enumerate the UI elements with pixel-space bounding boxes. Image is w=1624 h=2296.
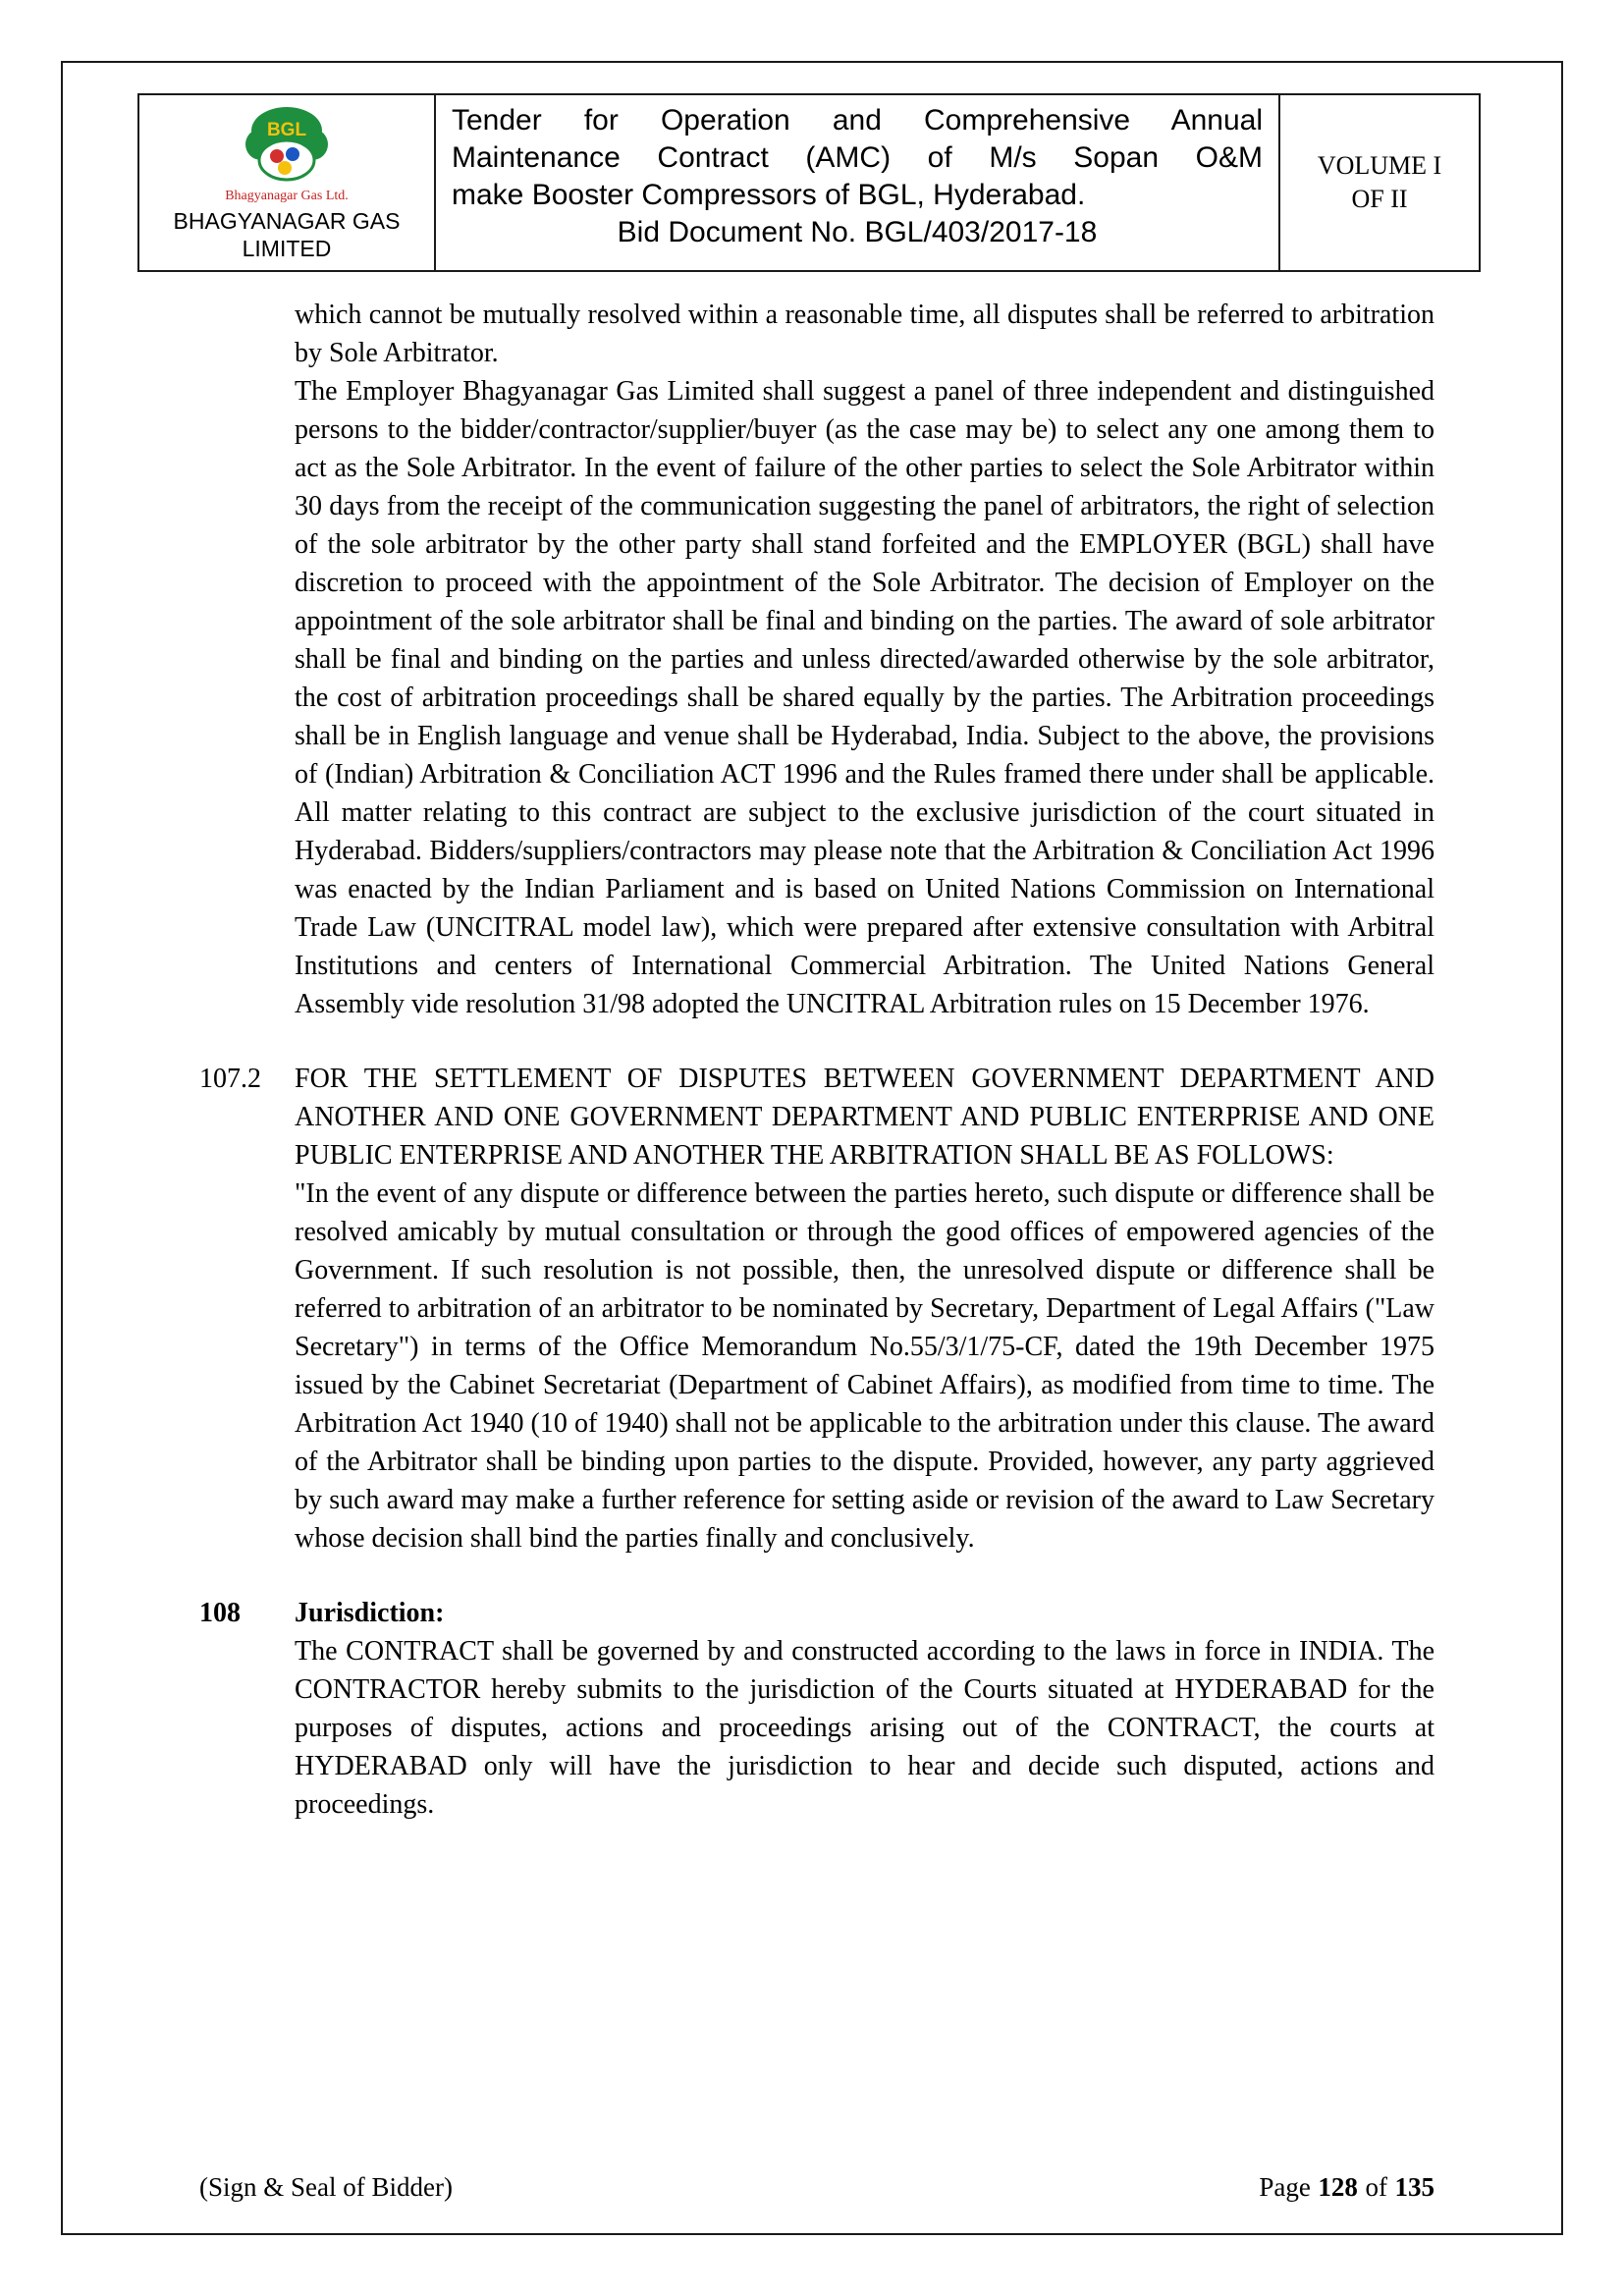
section-107-2 xyxy=(199,1060,1435,1558)
page-word: Page xyxy=(1259,2172,1311,2202)
page-indicator xyxy=(1259,2172,1435,2203)
section-107-2-number: 107.2 xyxy=(199,1064,261,1094)
section-108 xyxy=(199,1594,1435,1824)
logo-cell xyxy=(139,95,434,270)
sign-seal-label: (Sign & Seal of Bidder) xyxy=(199,2172,453,2202)
logo-subtitle: Bhagyanagar Gas Ltd. xyxy=(225,189,349,203)
tender-title-line-3: make Booster Compressors of BGL, Hyderabad. xyxy=(452,179,1086,211)
org-name-line-1: BHAGYANAGAR GAS xyxy=(173,208,401,234)
document-body xyxy=(199,296,1435,1824)
intro-paragraph: which cannot be mutually resolved within a reasonable time, all disputes shall be referred to arbitration by Sole Arbitrator. xyxy=(295,300,1435,368)
page-current: 128 xyxy=(1318,2172,1358,2202)
section-107-2-paragraph: "In the event of any dispute or difference between the parties hereto, such dispute or difference shall be resolved amicably by mutual consultation or through the good offices of empowered agencies of the Government. If such resolution is not possible, then, the unresolved dispute or difference shall be referred to arbitration of an arbitrator to be nominated by Secretary, Department of Legal Affairs ("Law Secretary") in terms of the Office Memorandum No.55/3/1/75-CF, dated the 19th December 1975 issued by the Cabinet Secretariat (Department of Cabinet Affairs), as modified from time to time. The Arbitration Act 1940 (10 of 1940) shall not be applicable to the arbitration under this clause. The award of the Arbitrator shall be binding upon parties to the dispute. Provided, however, any party aggrieved by such award may make a further reference for setting aside or revision of the award to Law Secretary whose decision shall bind the parties finally and conclusively. xyxy=(295,1178,1435,1554)
page-footer xyxy=(199,2172,1435,2203)
volume-line-2: OF II xyxy=(1351,185,1408,213)
svg-text:BGL: BGL xyxy=(266,120,307,140)
employer-paragraph: The Employer Bhagyanagar Gas Limited shall suggest a panel of three independent and distinguished persons to the bidder/contractor/supplier/buyer (as the case may be) to select any one among them to act as the Sole Arbitrator. In the event of failure of the other parties to select the Sole Arbitrator within 30 days from the receipt of the communication suggesting the panel of arbitrators, the right of selection of the sole arbitrator by the other party shall stand forfeited and the EMPLOYER (BGL) shall have discretion to proceed with the appointment of the Sole Arbitrator. The decision of Employer on the appointment of the sole arbitrator shall be final and binding on the parties. The award of sole arbitrator shall be final and binding on the parties and unless directed/awarded otherwise by the sole arbitrator, the cost of arbitration proceedings shall be shared equally by the parties. The Arbitration proceedings shall be in English language and venue shall be Hyderabad, India. Subject to the above, the provisions of (Indian) Arbitration & Conciliation ACT 1996 and the Rules framed there under shall be applicable. All matter relating to this contract are subject to the exclusive jurisdiction of the court situated in Hyderabad. Bidders/suppliers/contractors may please note that the Arbitration & Conciliation Act 1996 was enacted by the Indian Parliament and is based on United Nations Commission on International Trade Law (UNCITRAL model law), which were prepared after extensive consultation with Arbitral Institutions and centers of International Commercial Arbitration. The United Nations General Assembly vide resolution 31/98 adopted the UNCITRAL Arbitration rules on 15 December 1976. xyxy=(295,376,1435,1019)
section-108-body xyxy=(295,1594,1435,1824)
title-cell xyxy=(434,95,1278,270)
bid-document-number: Bid Document No. BGL/403/2017-18 xyxy=(617,216,1098,248)
jurisdiction-heading: Jurisdiction: xyxy=(295,1598,445,1628)
tender-title-line-2: Maintenance Contract (AMC) of M/s Sopan O&M xyxy=(452,141,1263,174)
page-total: 135 xyxy=(1394,2172,1435,2202)
tender-title-line-1: Tender for Operation and Comprehensive Annual xyxy=(452,104,1263,137)
section-108-number: 108 xyxy=(199,1598,241,1628)
bgl-logo-icon xyxy=(238,103,336,188)
of-word: of xyxy=(1365,2172,1387,2202)
section-107-2-heading: FOR THE SETTLEMENT OF DISPUTES BETWEEN GOVERNMENT DEPARTMENT AND ANOTHER AND ONE GOVERNMENT DEPARTMENT AND PUBLIC ENTERPRISE AND ONE PUBLIC ENTERPRISE AND ANOTHER THE ARBITRATION SHALL BE AS FOLLOWS: xyxy=(295,1064,1435,1171)
jurisdiction-paragraph: The CONTRACT shall be governed by and constructed according to the laws in force in INDIA. The CONTRACTOR hereby submits to the jurisdiction of the Courts situated at HYDERABAD for the purposes of disputes, actions and proceedings arising out of the CONTRACT, the courts at HYDERABAD only will have the jurisdiction to hear and decide such disputed, actions and proceedings. xyxy=(295,1636,1435,1820)
org-name xyxy=(174,207,401,262)
header-table xyxy=(137,93,1481,272)
volume-cell xyxy=(1278,95,1479,270)
volume-line-1: VOLUME I xyxy=(1317,151,1442,180)
org-name-line-2: LIMITED xyxy=(242,236,332,261)
section-107-2-body xyxy=(295,1060,1435,1558)
